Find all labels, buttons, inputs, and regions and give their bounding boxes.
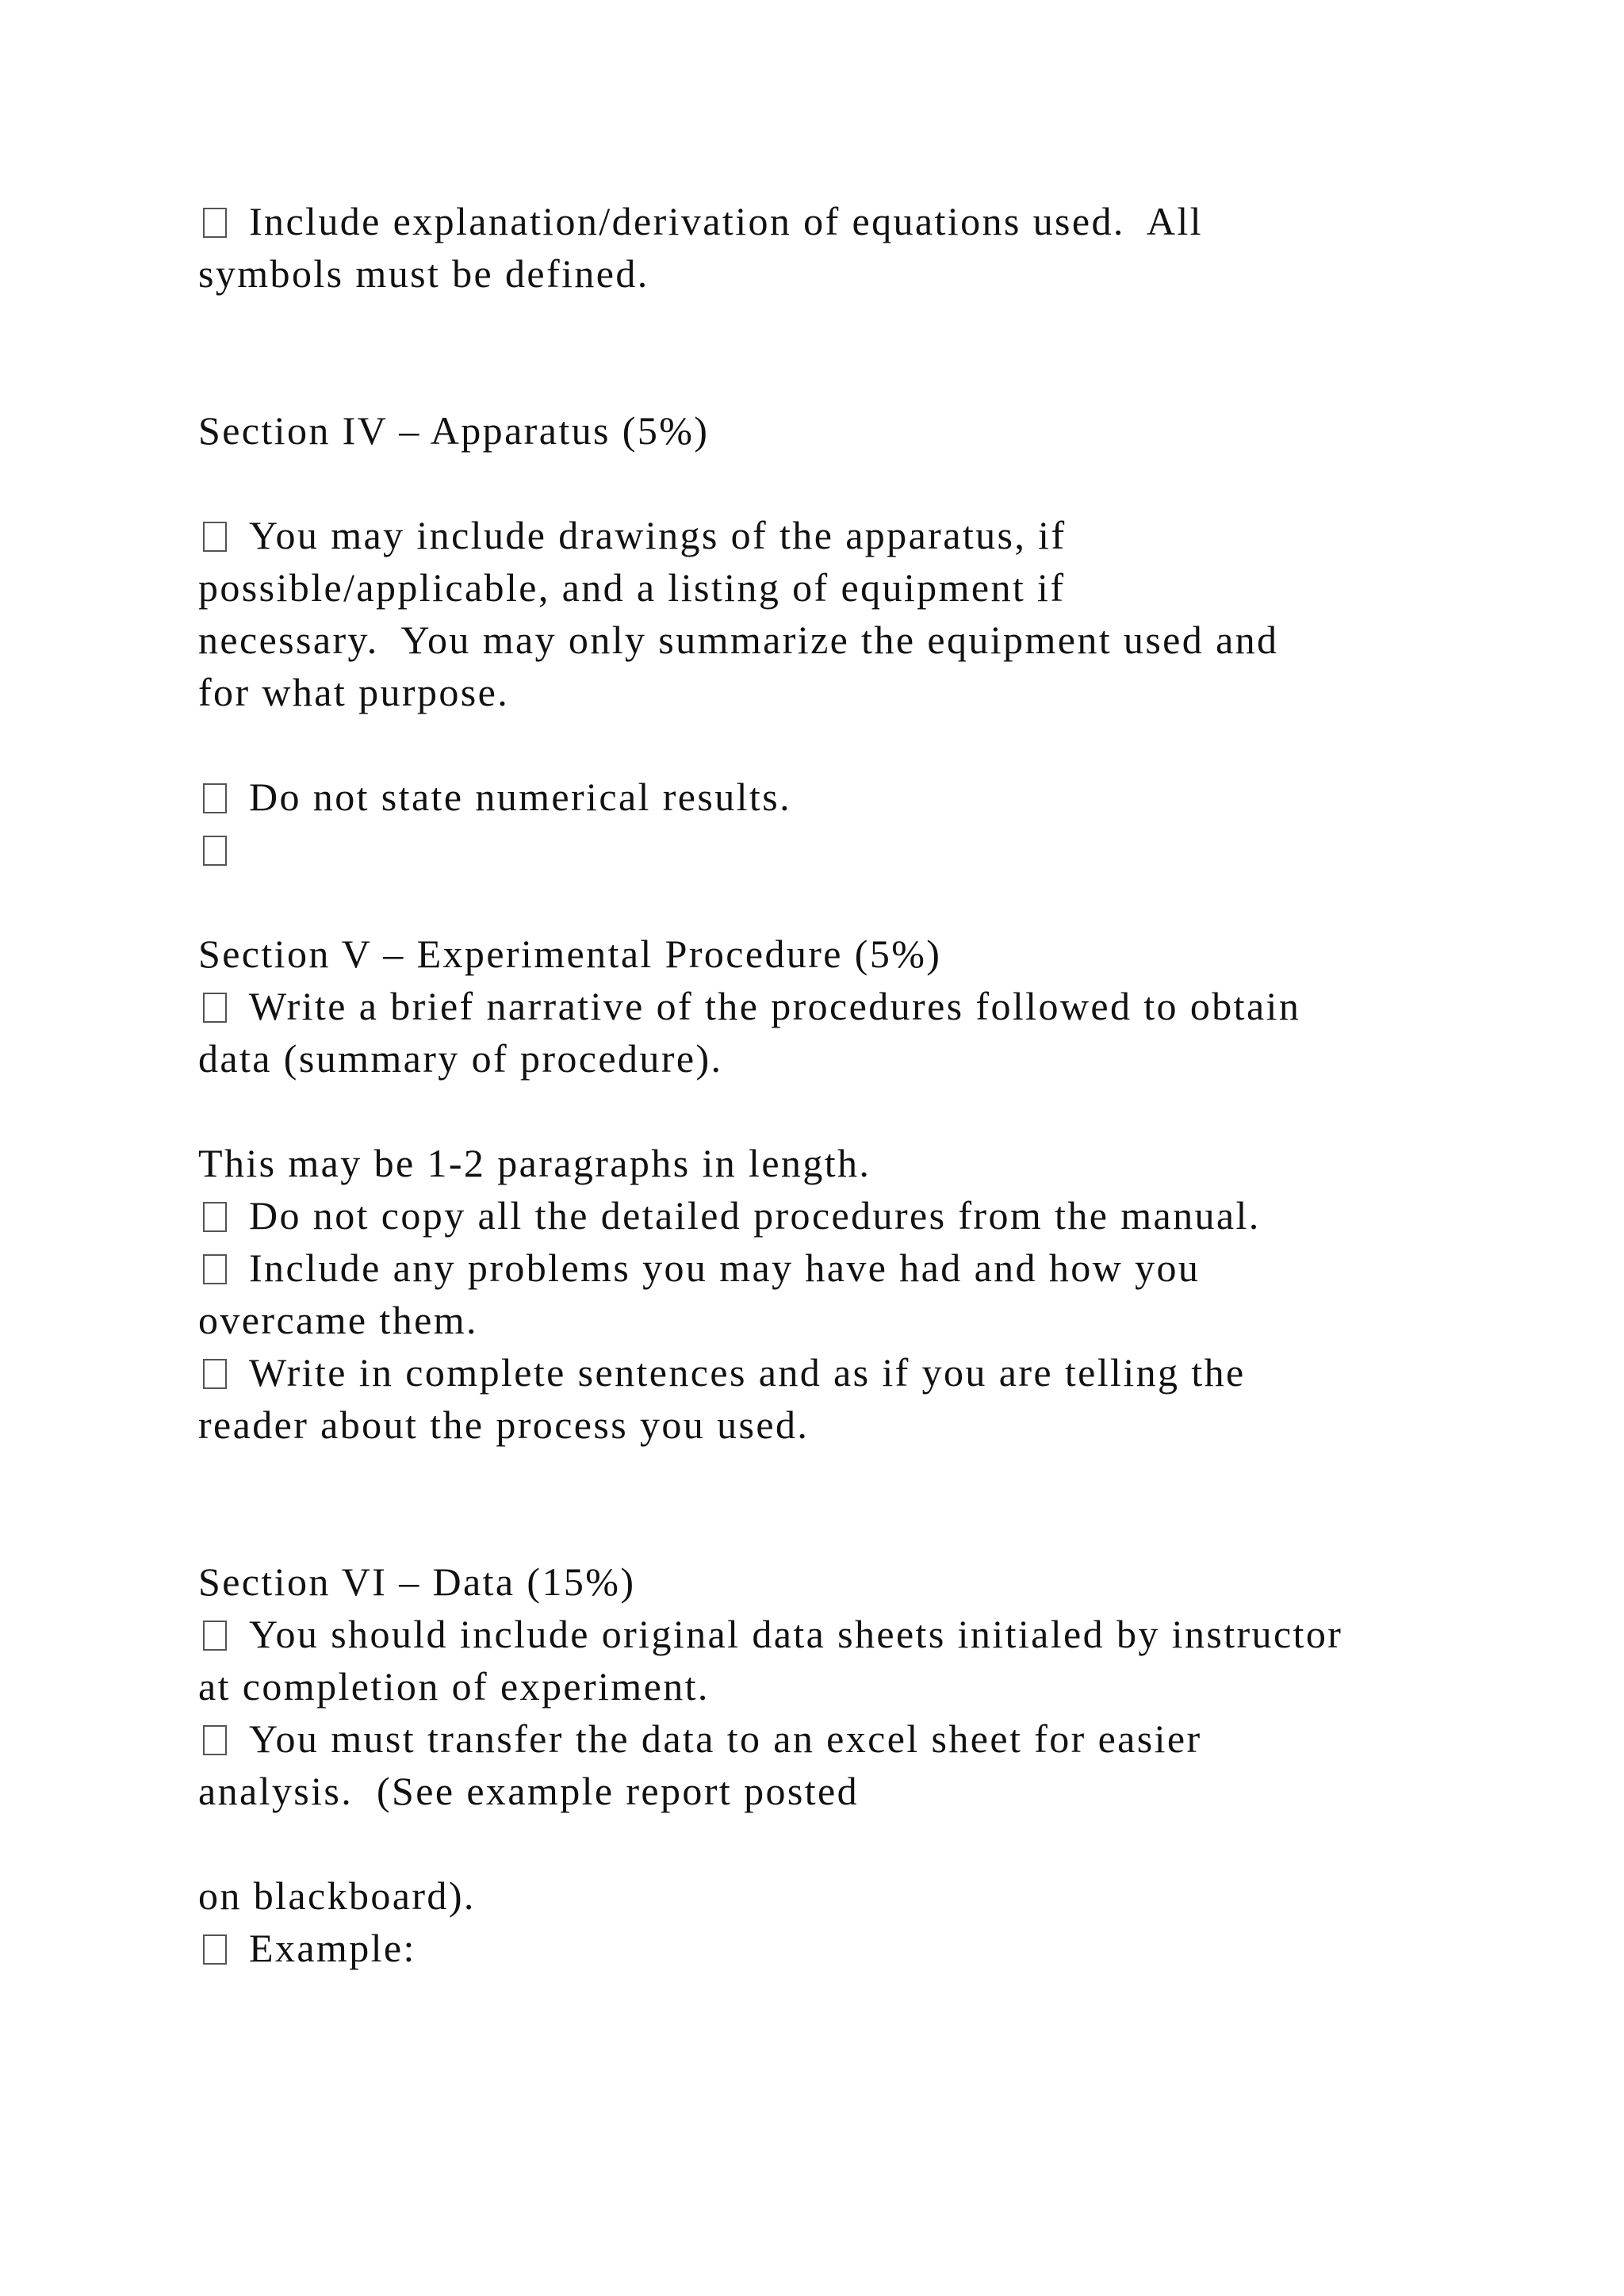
line-text: possible/applicable, and a listing of equipment if [198, 565, 1066, 610]
missing-glyph-box-icon [203, 993, 227, 1023]
line-text: You may include drawings of the apparatus, if [249, 513, 1067, 557]
line-text: Section IV – Apparatus (5%) [198, 408, 710, 453]
text-line [198, 1032, 1499, 1085]
missing-glyph-box-icon [203, 522, 227, 552]
missing-glyph-box-icon [203, 1254, 227, 1284]
text-line [198, 1294, 1499, 1346]
bullet-line [198, 1189, 1499, 1242]
bullet-line [198, 195, 1499, 247]
blank-line [198, 1503, 1499, 1556]
document-body [198, 195, 1499, 1974]
blank-line [198, 875, 1499, 928]
blank-line [198, 1817, 1499, 1869]
bullet-line [198, 509, 1499, 561]
line-text: Do not copy all the detailed procedures from the manual. [249, 1193, 1261, 1238]
text-line [198, 928, 1499, 980]
missing-glyph-box-icon [203, 1725, 227, 1755]
missing-glyph-box-icon [203, 1202, 227, 1232]
blank-line [198, 300, 1499, 352]
blank-line [198, 718, 1499, 771]
line-text: analysis. (See example report posted [198, 1769, 860, 1813]
missing-glyph-box-icon [203, 783, 227, 813]
text-line [198, 1660, 1499, 1712]
line-text: necessary. You may only summarize the equipment used and [198, 618, 1279, 662]
line-text: Write in complete sentences and as if you are telling the [249, 1350, 1246, 1395]
line-text: Include any problems you may have had and how you [249, 1246, 1201, 1290]
text-line [198, 247, 1499, 300]
bullet-line [198, 1922, 1499, 1974]
line-text: Include explanation/derivation of equations used. All [249, 199, 1203, 243]
bullet-line [198, 1608, 1499, 1660]
bullet-line [198, 1712, 1499, 1765]
line-text: Do not state numerical results. [249, 775, 791, 819]
missing-glyph-box-icon [203, 1621, 227, 1651]
text-line [198, 1137, 1499, 1189]
text-line [198, 1765, 1499, 1817]
blank-line [198, 352, 1499, 404]
line-text: Section V – Experimental Procedure (5%) [198, 932, 942, 976]
line-text: Section VI – Data (15%) [198, 1559, 636, 1604]
text-line [198, 614, 1499, 666]
line-text: symbols must be defined. [198, 251, 649, 296]
line-text: overcame them. [198, 1298, 478, 1342]
line-text: data (summary of procedure). [198, 1036, 723, 1081]
text-line [198, 561, 1499, 614]
bullet-line [198, 1242, 1499, 1294]
line-text: This may be 1-2 paragraphs in length. [198, 1141, 871, 1185]
line-text: on blackboard). [198, 1873, 476, 1918]
text-line [198, 1556, 1499, 1608]
blank-line [198, 1451, 1499, 1503]
missing-glyph-box-icon [203, 836, 227, 866]
blank-line [198, 457, 1499, 509]
text-line [198, 404, 1499, 457]
line-text: Example: [249, 1926, 416, 1970]
line-text: You must transfer the data to an excel sheet for easier [249, 1716, 1202, 1761]
line-text: You should include original data sheets initialed by instructor [249, 1612, 1343, 1656]
line-text: for what purpose. [198, 670, 510, 714]
line-text: reader about the process you used. [198, 1402, 810, 1447]
text-line [198, 666, 1499, 718]
text-line [198, 1399, 1499, 1451]
missing-glyph-box-icon [203, 208, 227, 238]
line-text: Write a brief narrative of the procedures followed to obtain [249, 984, 1301, 1028]
bullet-line [198, 1346, 1499, 1399]
text-line [198, 1869, 1499, 1922]
bullet-line [198, 980, 1499, 1032]
bullet-line [198, 771, 1499, 823]
blank-line [198, 1085, 1499, 1137]
missing-glyph-box-icon [203, 1359, 227, 1389]
line-text: at completion of experiment. [198, 1664, 710, 1709]
bullet-line [198, 823, 1499, 875]
missing-glyph-box-icon [203, 1934, 227, 1965]
